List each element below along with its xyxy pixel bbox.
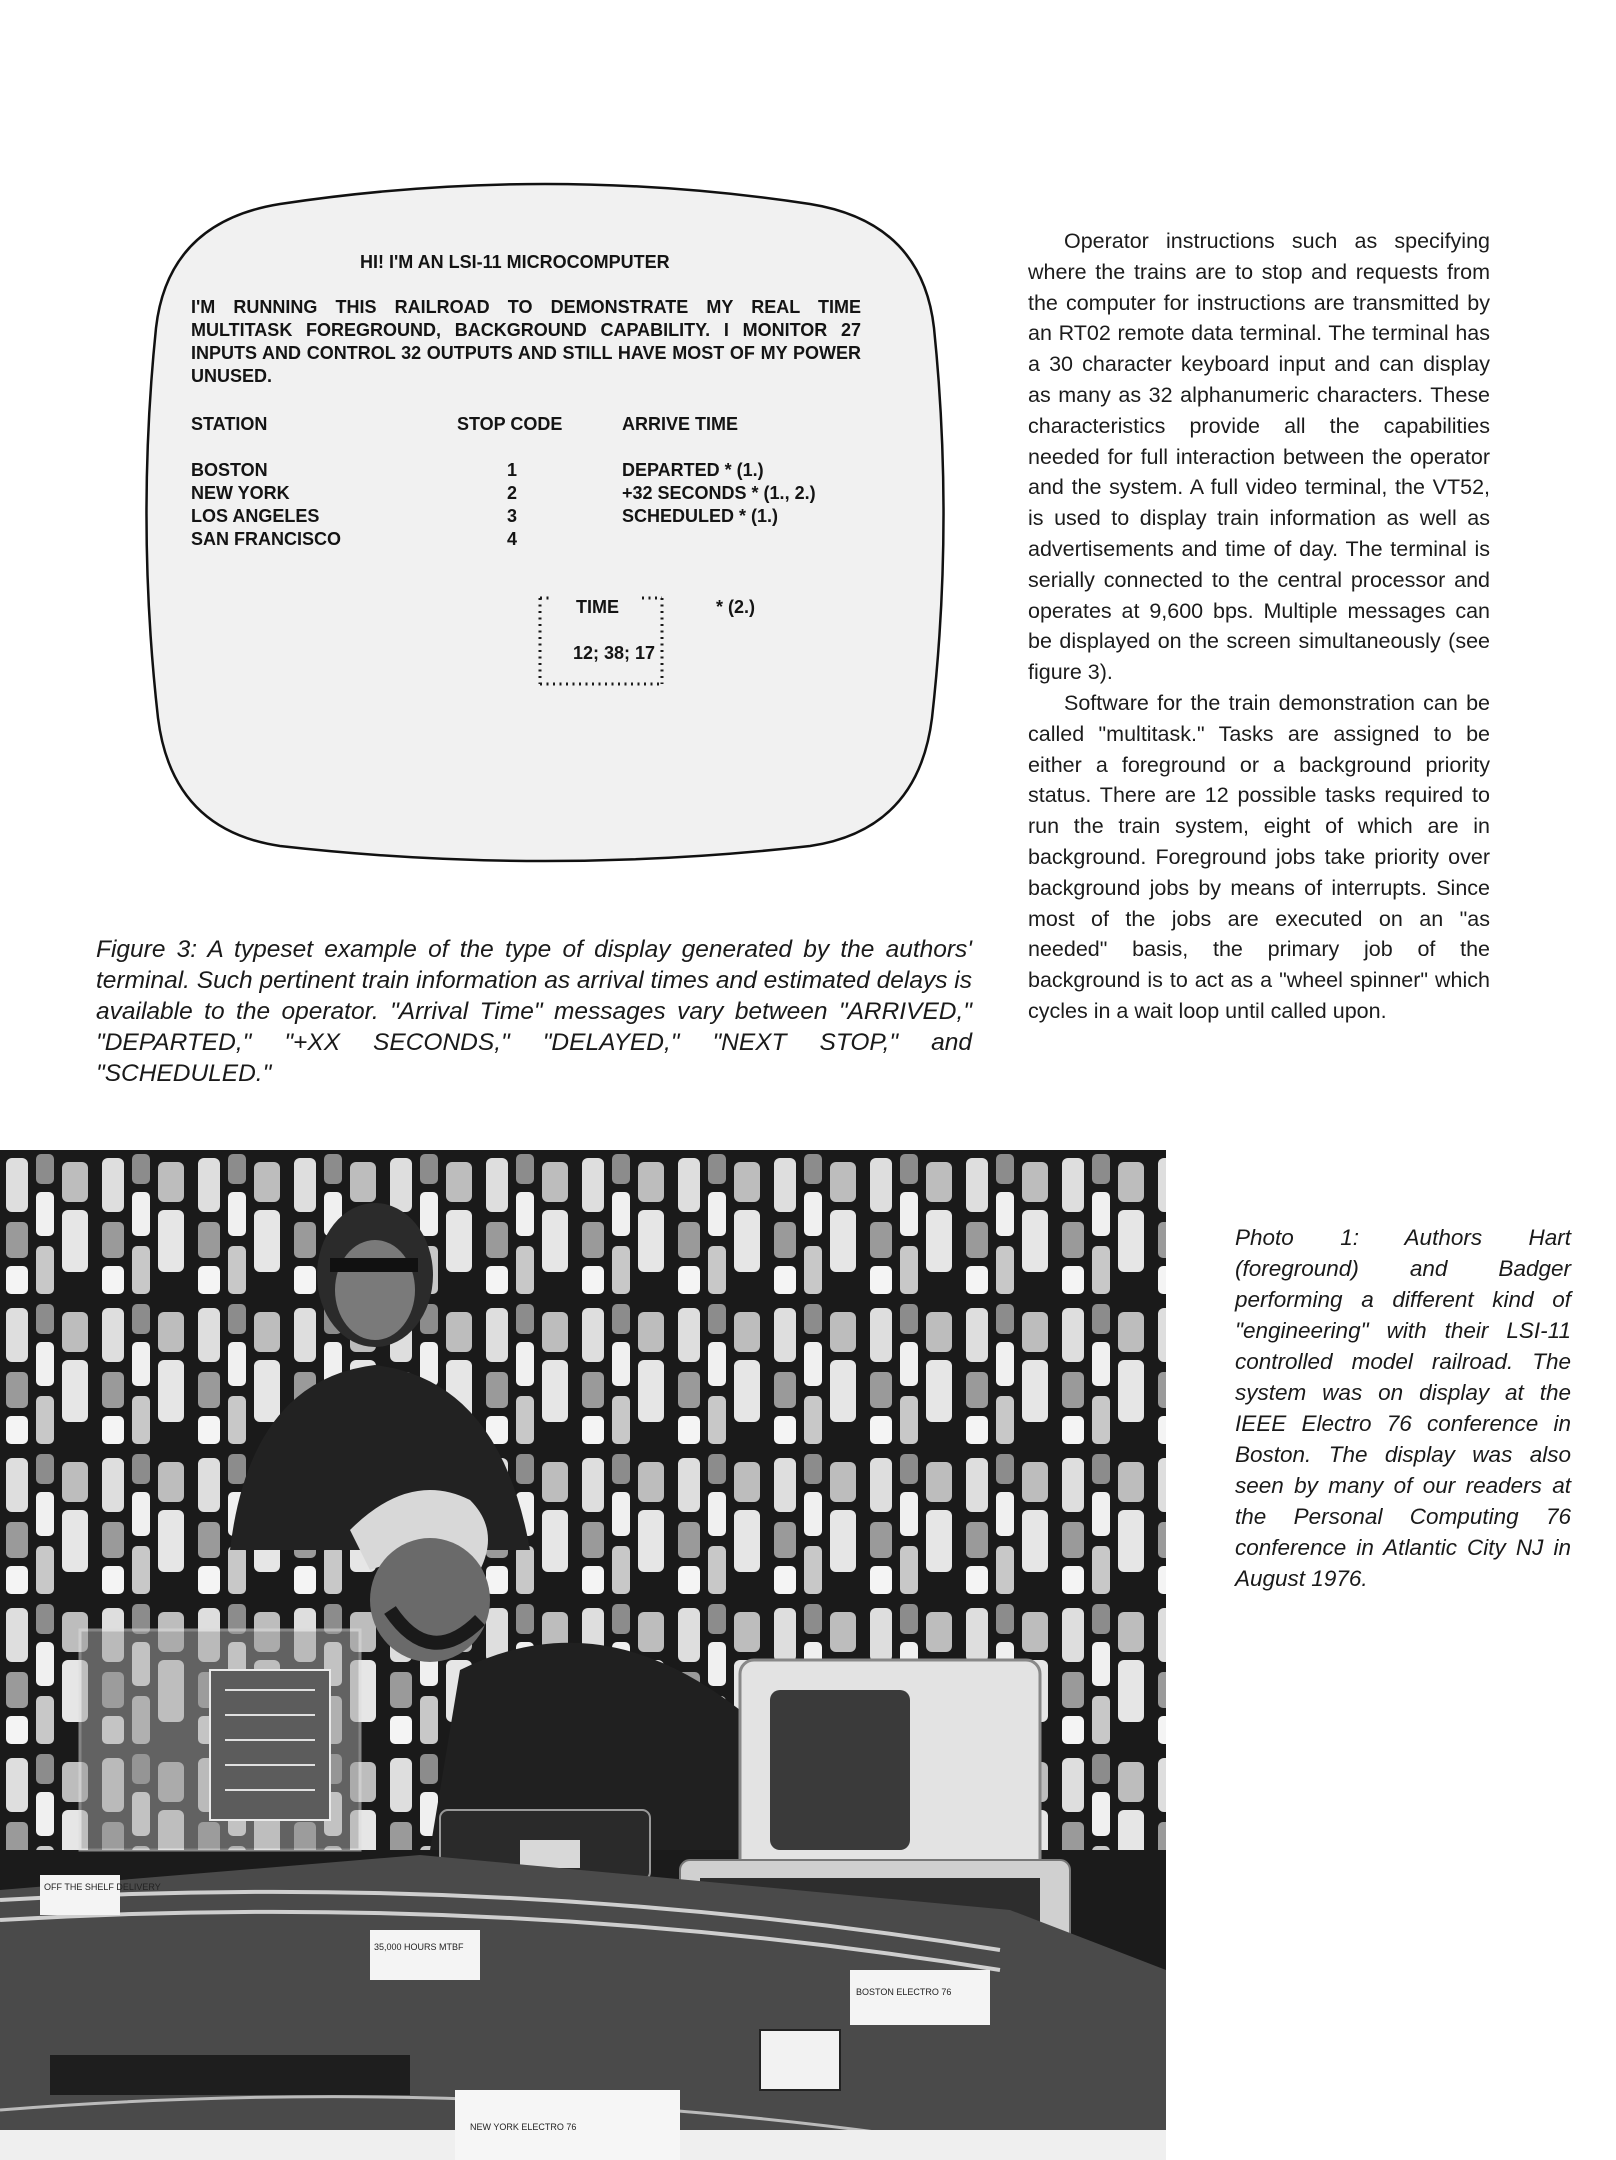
layout-sign: OFF THE SHELF DELIVERY (44, 1882, 161, 1892)
arrive-time: +32 SECONDS * (1., 2.) (622, 483, 816, 503)
stop-code: 2 (507, 483, 518, 503)
station-name: BOSTON (191, 460, 268, 480)
layout-sign: 35,000 HOURS MTBF (374, 1942, 464, 1952)
time-label: TIME (576, 597, 619, 617)
station-row (120, 483, 970, 506)
station-row (120, 506, 970, 529)
column-header-arrive-time: ARRIVE TIME (622, 414, 739, 434)
column-header-station: STATION (191, 414, 268, 434)
photo-1 (0, 1150, 1166, 2160)
time-value: 12; 38; 17 (573, 643, 656, 663)
photo-1-caption: Photo 1: Authors Hart (foreground) and Badger performing a different kind of "engineering" with their LSI-11 controlled model railroad. The system was on display at the IEEE Electro 76 conference in Boston. The display was also seen by many of our readers at the Personal Computing 76 conference in Atlantic City NJ in August 1976. (1235, 1225, 1571, 1591)
photo-1-illustration (0, 1150, 1166, 2160)
station-name: LOS ANGELES (191, 506, 320, 526)
layout-sign: BOSTON ELECTRO 76 (856, 1987, 952, 1997)
crt-screen-text (120, 178, 970, 863)
stop-code: 1 (507, 460, 518, 480)
arrive-time: SCHEDULED * (1.) (622, 506, 779, 526)
stop-code: 4 (507, 529, 518, 549)
arrive-time: DEPARTED * (1.) (622, 460, 764, 480)
figure-3-caption: Figure 3: A typeset example of the type of display generated by the authors' terminal. Such pertinent train information as arrival times and estimated delays is available to the operator. "Arrival Time" messages vary between "ARRIVED," "DEPARTED," "+XX SECONDS," "DELAYED," "NEXT STOP," and "SCHEDULED." (96, 936, 972, 1087)
screen-headline: HI! I'M AN LSI-11 MICROCOMPUTER (360, 252, 670, 272)
station-row (120, 529, 970, 552)
time-note: * (2.) (716, 597, 756, 617)
stop-code: 3 (507, 506, 518, 526)
station-row (120, 460, 970, 483)
station-name: SAN FRANCISCO (191, 529, 342, 549)
station-name: NEW YORK (191, 483, 290, 503)
body-paragraph: Software for the train demonstration can be called "multitask." Tasks are assigned to be either a foreground or a background priority status. There are 12 possible tasks required to run the train system, eight of which are in background. Foreground jobs take priority over background jobs by means of interrupts. Since most of the jobs are executed on an "as needed" basis, the primary job of the background is to act as a "wheel spinner" which cycles in a wait loop until called upon. (1028, 690, 1490, 1023)
body-paragraph: Operator instructions such as specifying where the trains are to stop and requests from the computer for instructions are transmitted by an RT02 remote data terminal. The terminal has a 30 character keyboard input and can display as many as 32 alphanumeric characters. These characteristics provide all the capabilities needed for full interaction between the operator and the system. A full video terminal, the VT52, is used to display train information as well as advertisements and time of day. The terminal is serially connected to the central processor and operates at 9,600 bps. Multiple messages can be displayed on the screen simultaneously (see figure 3). (1028, 229, 1490, 685)
column-header-stop-code: STOP CODE (457, 414, 563, 434)
body-text-column (1028, 226, 1490, 1027)
screen-message: I'M RUNNING THIS RAILROAD TO DEMONSTRATE MY REAL TIME MULTITASK FOREGROUND, BACKGROUND CAPABILITY. I MONITOR 27 INPUTS AND CONTROL 32 OUTPUTS AND STILL HAVE MOST OF MY POWER UNUSED. (191, 297, 861, 386)
layout-sign: NEW YORK ELECTRO 76 (470, 2122, 577, 2132)
computer-case (80, 1630, 360, 1850)
